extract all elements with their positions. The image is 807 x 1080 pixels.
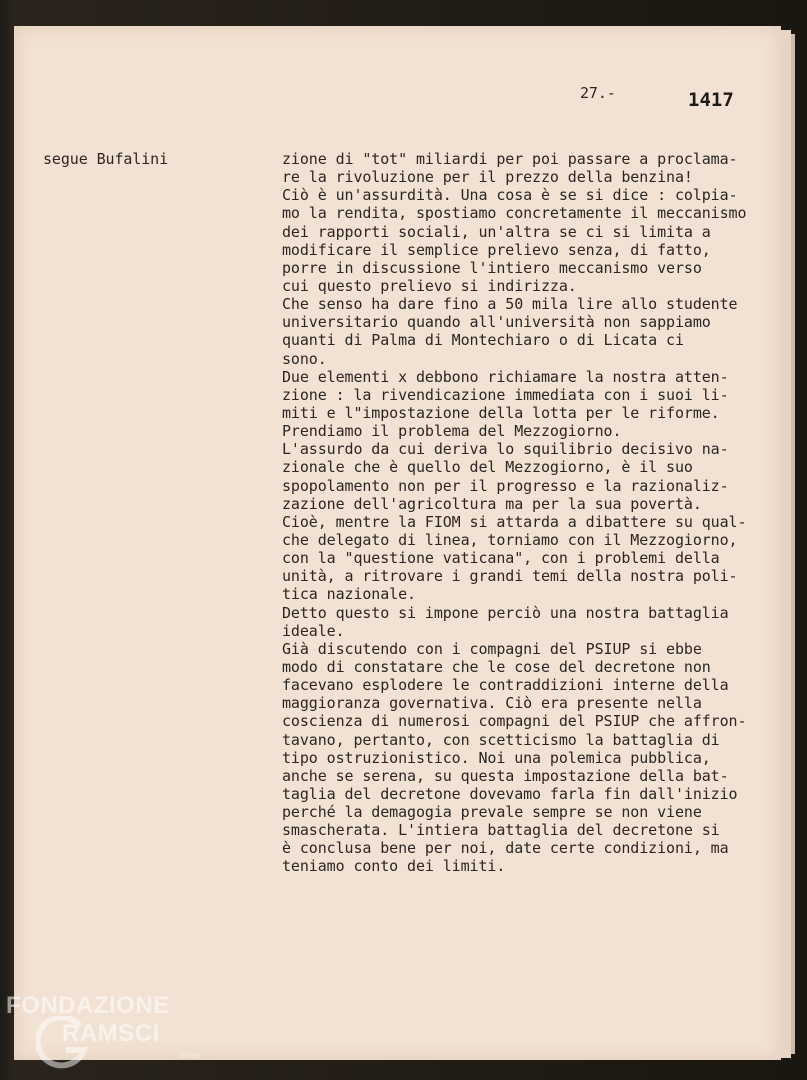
watermark-line-1: FONDAZIONE xyxy=(6,992,170,1019)
text-line: zione di "tot" miliardi per poi passare a proclama- xyxy=(282,150,738,168)
text-line: tavano, pertanto, con scetticismo la battaglia di xyxy=(282,730,720,749)
text-line: zione : la rivendicazione immediata con i suoi li- xyxy=(282,385,729,404)
speaker-label: segue Bufalini xyxy=(43,150,169,168)
text-line: maggioranza governativa. Ciò era presente nella xyxy=(282,694,702,713)
text-line: mo la rendita, spostiamo concretamente il meccanismo xyxy=(282,204,747,223)
text-line: Già discutendo con i compagni del PSIUP si ebbe xyxy=(282,639,702,658)
text-line: modificare il semplice prelievo senza, di fatto, xyxy=(282,240,711,259)
watermark-line-2: RAMSCI xyxy=(62,1020,160,1047)
text-line: Ciò è un'assurdità. Una cosa è se si dice : colpia- xyxy=(282,186,738,205)
text-line: modo di constatare che le cose del decretone non xyxy=(282,657,711,676)
text-line: zazione dell'agricoltura ma per la sua povertà. xyxy=(282,494,702,513)
text-line: con la "questione vaticana", con i problemi della xyxy=(282,549,720,568)
text-line: universitario quando all'università non sappiamo xyxy=(282,313,711,332)
text-line: dei rapporti sociali, un'altra se ci si limita a xyxy=(282,222,711,241)
paper-stack-edge-back xyxy=(791,34,795,1054)
text-line: sono. xyxy=(282,349,327,368)
text-line: ideale. xyxy=(282,621,345,640)
text-line: spopolamento non per il progresso e la razionaliz- xyxy=(282,476,729,495)
text-line: Due elementi x debbono richiamare la nostra atten- xyxy=(282,367,729,386)
text-line: porre in discussione l'intiero meccanismo verso xyxy=(282,258,702,277)
text-line: tipo ostruzionistico. Noi una polemica pubblica, xyxy=(282,748,711,767)
text-line: è conclusa bene per noi, date certe condizioni, ma xyxy=(282,839,729,858)
text-line: che delegato di linea, torniamo con il Mezzogiorno, xyxy=(282,530,738,549)
text-line: facevano esplodere le contraddizioni interne della xyxy=(282,676,729,695)
document-body xyxy=(282,150,746,876)
page-number: 1417 xyxy=(688,89,734,111)
text-line: re la rivoluzione per il prezzo della benzina! xyxy=(282,168,693,187)
text-line: miti e l"impostazione della lotta per le riforme. xyxy=(282,403,720,422)
paper-stack-edge xyxy=(781,30,791,1058)
text-line: quanti di Palma di Montechiaro o di Licata ci xyxy=(282,331,684,350)
text-line: perché la demagogia prevale sempre se non viene xyxy=(282,803,702,822)
text-line: taglia del decretone dovevamo farla fin dall'inizio xyxy=(282,784,738,803)
text-line: anche se serena, su questa impostazione della bat- xyxy=(282,766,729,785)
text-line: teniamo conto dei limiti. xyxy=(282,857,506,876)
text-line: cui questo prelievo si indirizza. xyxy=(282,276,577,295)
text-line: zionale che è quello del Mezzogiorno, è il suo xyxy=(282,458,693,477)
text-line: Detto questo si impone perciò una nostra battaglia xyxy=(282,603,729,622)
text-line: Prendiamo il problema del Mezzogiorno. xyxy=(282,422,622,441)
text-line: L'assurdo da cui deriva lo squilibrio decisivo na- xyxy=(282,440,729,459)
text-line: tica nazionale. xyxy=(282,585,416,604)
text-line: Cioè, mentre la FIOM si attarda a dibattere su qual- xyxy=(282,512,747,531)
text-line: unità, a ritrovare i grandi temi della nostra poli- xyxy=(282,567,738,586)
text-line: smascherata. L'intiera battaglia del decretone si xyxy=(282,821,720,840)
watermark-onlus: onlus xyxy=(179,1050,201,1060)
text-line: Che senso ha dare fino a 50 mila lire allo studente xyxy=(282,295,738,314)
page-number-small: 27.- xyxy=(580,84,616,102)
text-line: coscienza di numerosi compagni del PSIUP che affron- xyxy=(282,712,747,731)
fondazione-gramsci-watermark xyxy=(6,992,206,1072)
